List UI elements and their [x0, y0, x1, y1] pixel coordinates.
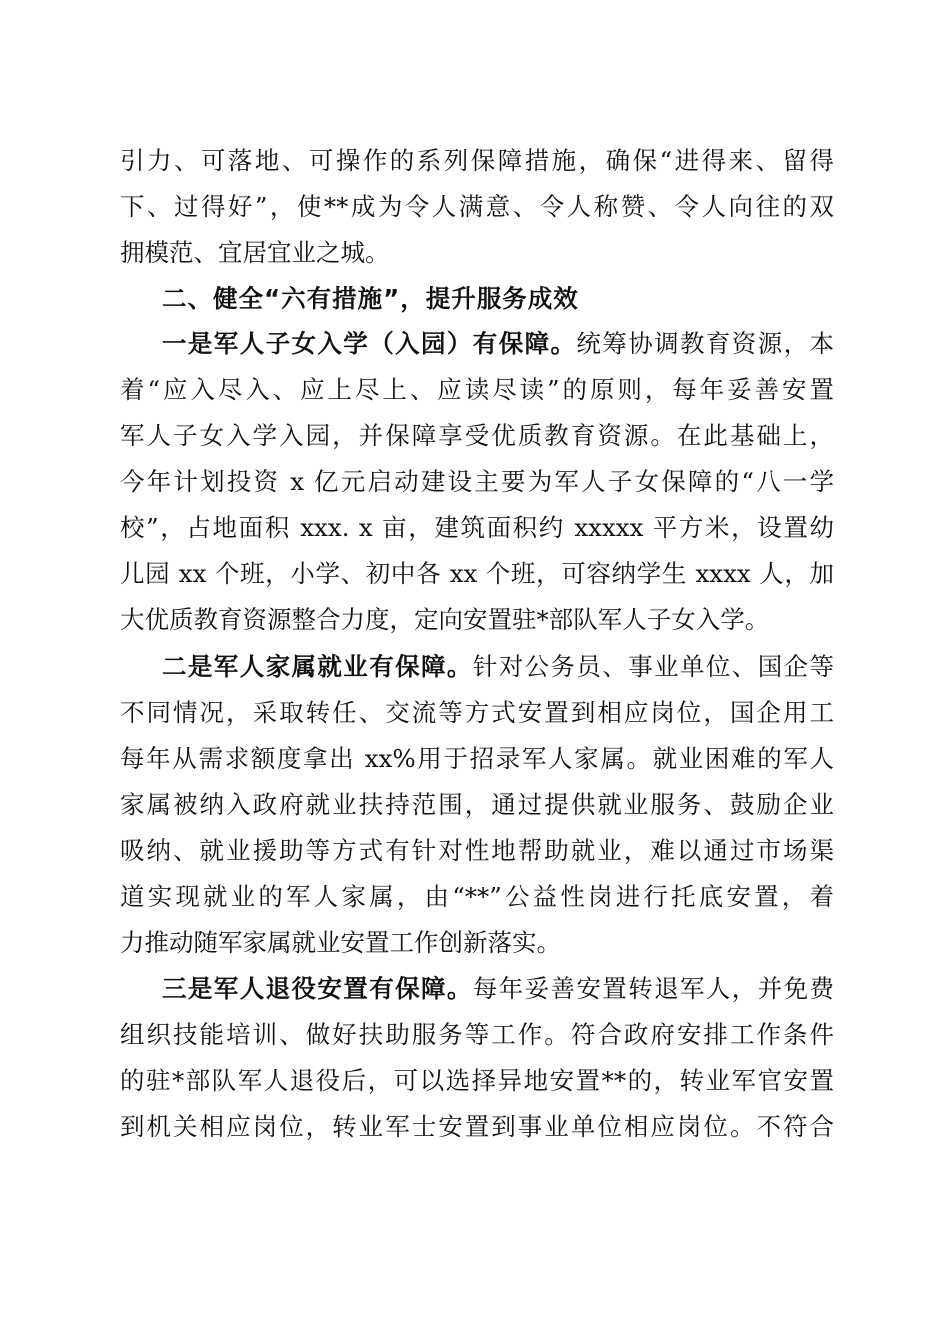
- para1-line-1: [162, 325, 834, 363]
- para1-line-2: 着“应入尽入、应上尽上、应读尽读”的原则，每年妥善安置: [120, 375, 834, 404]
- para1-lead: 一是军人子女入学（入园）有保障。: [162, 329, 577, 358]
- para1-line-3: 军人子女入学入园，并保障享受优质教育资源。在此基础上，: [120, 421, 834, 450]
- para3-line-3: 的驻*部队军人退役后，可以选择异地安置**的，转业军官安置: [120, 1066, 834, 1095]
- para2-line-4: 家属被纳入政府就业扶持范围，通过提供就业服务、鼓励企业: [120, 790, 834, 819]
- intro-line-2: 下、过得好”，使**成为令人满意、令人称赞、令人向往的双: [120, 192, 834, 221]
- para1-line-5: 校”，占地面积 xxx. x 亩，建筑面积约 xxxxx 平方米，设置幼: [120, 513, 834, 542]
- para3-lead: 三是军人退役安置有保障。: [162, 974, 473, 1003]
- para1-line-4: 今年计划投资 x 亿元启动建设主要为军人子女保障的“八一学: [120, 467, 834, 496]
- para3-line-1-rest: 每年妥善安置转退军人，并免费: [472, 974, 835, 1003]
- para2-line-1: [162, 648, 834, 686]
- para3-line-1: [162, 970, 834, 1008]
- para2-line-6: 道实现就业的军人家属，由“**”公益性岗进行托底安置，着: [120, 882, 834, 911]
- para2-line-2: 不同情况，采取转任、交流等方式安置到相应岗位，国企用工: [120, 698, 834, 727]
- para1-line-1-rest: 统筹协调教育资源，本: [576, 329, 835, 358]
- para2-line-7: 力推动随军家属就业安置工作创新落实。: [120, 928, 561, 957]
- para1-line-6: 儿园 xx 个班，小学、初中各 xx 个班，可容纳学生 xxxx 人，加: [120, 559, 834, 588]
- para2-line-1-rest: 针对公务员、事业单位、国企等: [472, 652, 835, 681]
- section-heading: 二、健全“六有措施”，提升服务成效: [162, 284, 579, 313]
- para2-lead: 二是军人家属就业有保障。: [162, 652, 473, 681]
- para3-line-4: 到机关相应岗位，转业军士安置到事业单位相应岗位。不符合: [120, 1112, 834, 1141]
- para2-line-5: 吸纳、就业援助等方式有针对性地帮助就业，难以通过市场渠: [120, 836, 834, 865]
- intro-line-1: 引力、可落地、可操作的系列保障措施，确保“进得来、留得: [120, 146, 834, 175]
- intro-line-3: 拥模范、宜居宜业之城。: [120, 238, 390, 267]
- para1-line-7: 大优质教育资源整合力度，定向安置驻*部队军人子女入学。: [120, 605, 770, 634]
- para3-line-2: 组织技能培训、做好扶助服务等工作。符合政府安排工作条件: [120, 1020, 834, 1049]
- para2-line-3: 每年从需求额度拿出 xx%用于招录军人家属。就业困难的军人: [120, 744, 834, 773]
